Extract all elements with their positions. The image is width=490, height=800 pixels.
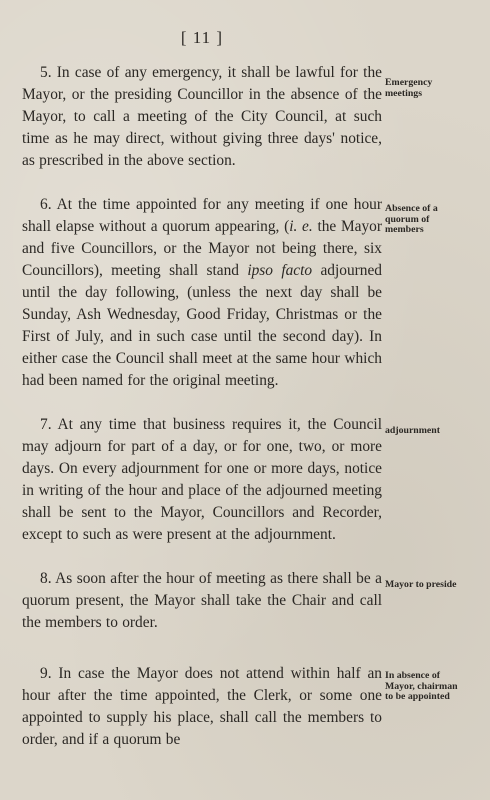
section-7-text: 7. At any time that business requires it, the Council may adjourn for part of a day, or for one, two, or more days. On every adjournment for one or more days, notice in writing of the hour and place of the adjourned meeting shall be sent to the Mayor, Councillors and Recorder, except to such as were present at the adjournment. xyxy=(22,416,382,543)
section-9 xyxy=(22,663,382,751)
section-7 xyxy=(22,414,382,546)
sidenote-adjournment: adjournment xyxy=(385,425,440,436)
section-6-italic-ie: i. e. xyxy=(289,218,313,235)
section-6-text-after: adjourned until the day following, (unless the next day shall be Sunday, Ash Wednesday, Good Friday, Christmas or the First of July, and in such case until the second day). In either case the Council shall meet at the same hour which had been named for the original meeting. xyxy=(22,262,382,389)
sidenote-absence-of-quorum: Absence of a quorum of members xyxy=(385,203,438,235)
section-6-italic-ipso-facto: ipso facto xyxy=(247,262,313,279)
section-8 xyxy=(22,568,382,634)
section-8-text: 8. As soon after the hour of meeting as there shall be a quorum present, the Mayor shall take the Chair and call the members to order. xyxy=(22,570,382,631)
section-5 xyxy=(22,62,382,172)
section-9-text: 9. In case the Mayor does not attend within half an hour after the time appointed, the Clerk, or some one appointed to supply his place, shall call the members to order, and if a quorum be xyxy=(22,665,382,748)
section-5-text: 5. In case of any emergency, it shall be lawful for the Mayor, or the presiding Councillor in the absence of the Mayor, to call a meeting of the City Council, at such time as he may direct, without giving three days' notice, as prescribed in the above section. xyxy=(22,64,382,169)
sidenote-mayor-to-preside: Mayor to preside xyxy=(385,579,457,590)
sidenote-emergency-meetings: Emergency meetings xyxy=(385,77,433,99)
section-6-text-middle: the Mayor and five Councillors, or the Mayor not being there, six Councillors), meeting shall stand xyxy=(22,218,382,279)
section-6-text-before: 6. At the time appointed for any meeting if one hour shall elapse without a quorum appearing, ( xyxy=(22,196,382,235)
section-6 xyxy=(22,194,382,392)
section-6-text xyxy=(22,194,382,392)
sidenote-absence-of-mayor: In absence of Mayor, chairman to be appointed xyxy=(385,670,458,702)
page-number: [ 11 ] xyxy=(180,28,224,47)
